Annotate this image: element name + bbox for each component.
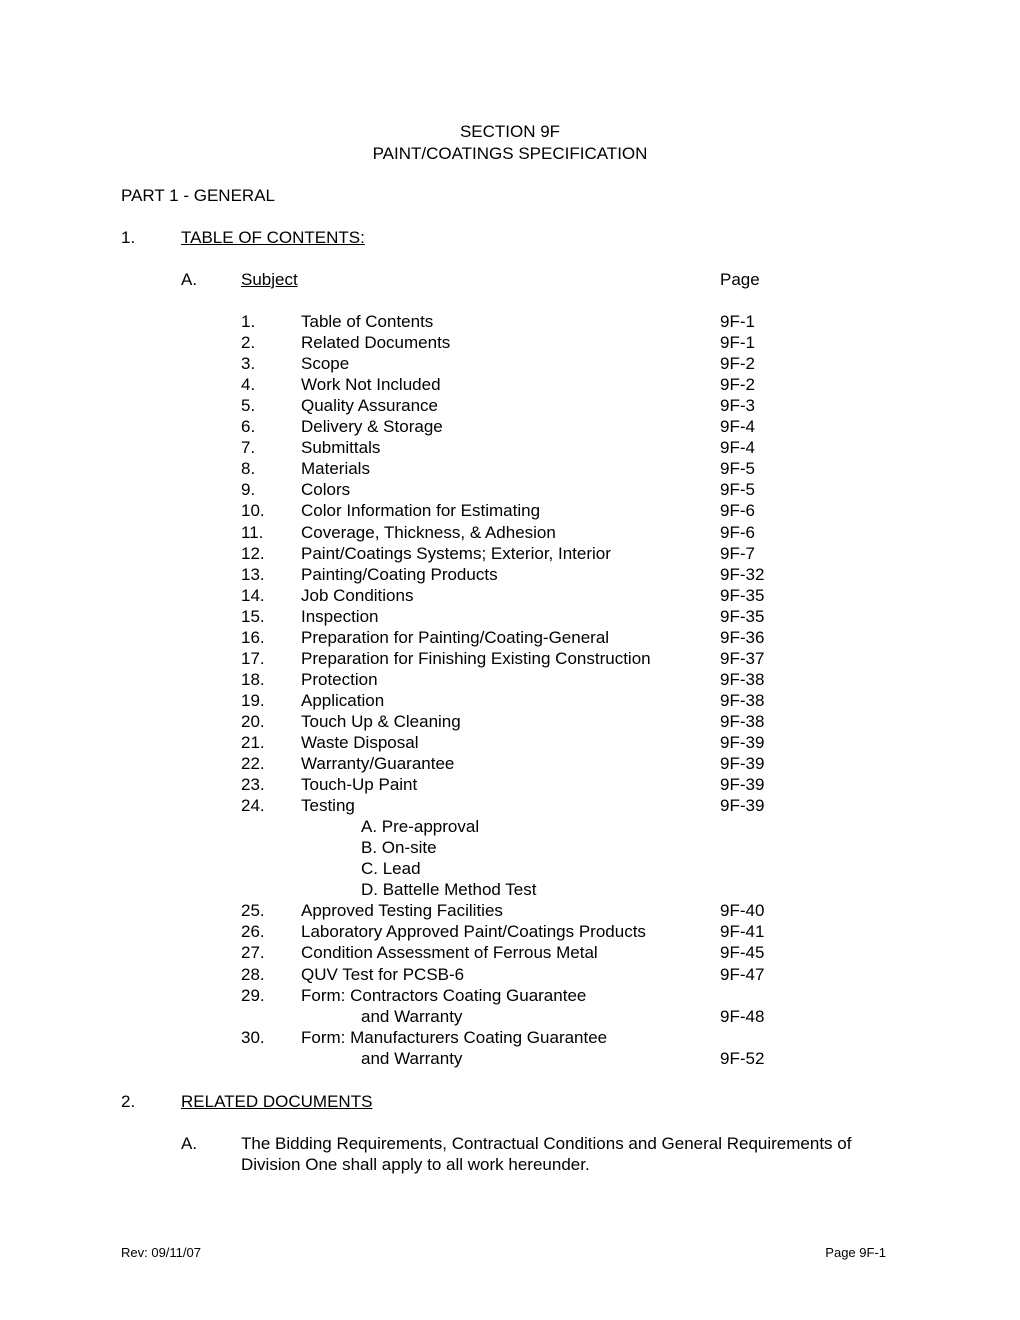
- toc-item-title: Touch-Up Paint: [301, 775, 418, 794]
- toc-item-title: Delivery & Storage: [301, 417, 443, 436]
- toc-subitem: A. Pre-approval: [361, 817, 480, 836]
- toc-item-title: Form: Contractors Coating Guarantee: [301, 986, 587, 1005]
- toc-item-page: 9F-1: [720, 333, 755, 352]
- toc-item-title: Form: Manufacturers Coating Guarantee: [301, 1028, 608, 1047]
- toc-item-page: 9F-5: [720, 459, 755, 478]
- toc-item-page: 9F-52: [720, 1049, 765, 1068]
- toc-item-page: 9F-41: [720, 922, 765, 941]
- toc-item-title: Materials: [301, 459, 370, 478]
- toc-item-number: 29.: [241, 986, 265, 1005]
- toc-item-page: 9F-45: [720, 943, 765, 962]
- toc-item-title: Testing: [301, 796, 355, 815]
- toc-item-number: 23.: [241, 775, 265, 794]
- toc-item-title: Warranty/Guarantee: [301, 754, 455, 773]
- toc-item-page: 9F-37: [720, 649, 765, 668]
- section-number: SECTION 9F: [459, 122, 561, 141]
- toc-item-number: 28.: [241, 965, 265, 984]
- toc-item-title: Work Not Included: [301, 375, 441, 394]
- toc-item-page: 9F-6: [720, 523, 755, 542]
- toc-item-number: 1.: [241, 312, 256, 331]
- footer-page-number: Page 9F-1: [825, 1245, 886, 1260]
- toc-item-title: Protection: [301, 670, 378, 689]
- toc-item-title: QUV Test for PCSB-6: [301, 965, 465, 984]
- toc-item-title: Preparation for Finishing Existing Construction: [301, 649, 651, 668]
- toc-item-number: 21.: [241, 733, 265, 752]
- toc-item-page: 9F-3: [720, 396, 755, 415]
- toc-subitem: D. Battelle Method Test: [361, 880, 537, 899]
- toc-item-page: 9F-38: [720, 691, 765, 710]
- toc-item-title: Condition Assessment of Ferrous Metal: [301, 943, 598, 962]
- toc-item-title-continued: and Warranty: [361, 1007, 463, 1026]
- document-title: PAINT/COATINGS SPECIFICATION: [372, 144, 648, 163]
- toc-item-title: Paint/Coatings Systems; Exterior, Interior: [301, 544, 611, 563]
- toc-item-page: 9F-2: [720, 375, 755, 394]
- toc-item-page: 9F-6: [720, 501, 755, 520]
- footer-revision: Rev: 09/11/07: [121, 1245, 201, 1260]
- toc-item-title: Table of Contents: [301, 312, 434, 331]
- toc-item-number: 9.: [241, 480, 256, 499]
- toc-page-header: Page: [720, 270, 760, 289]
- toc-subitem: B. On-site: [361, 838, 437, 857]
- toc-item-page: 9F-39: [720, 754, 765, 773]
- toc-item-title: Colors: [301, 480, 351, 499]
- related-documents-heading: RELATED DOCUMENTS: [181, 1092, 373, 1111]
- toc-item-number: 3.: [241, 354, 256, 373]
- toc-item-title: Painting/Coating Products: [301, 565, 498, 584]
- toc-item-number: 22.: [241, 754, 265, 773]
- toc-subitem: C. Lead: [361, 859, 421, 878]
- toc-item-page: 9F-48: [720, 1007, 765, 1026]
- toc-item-title: Job Conditions: [301, 586, 414, 605]
- toc-item-title: Coverage, Thickness, & Adhesion: [301, 523, 556, 542]
- toc-item-number: 6.: [241, 417, 256, 436]
- part-heading: PART 1 - GENERAL: [121, 186, 275, 205]
- toc-item-number: 14.: [241, 586, 265, 605]
- toc-item-number: 26.: [241, 922, 265, 941]
- toc-item-number: 11.: [241, 523, 264, 542]
- toc-heading-number: 1.: [121, 228, 136, 247]
- toc-item-page: 9F-2: [720, 354, 755, 373]
- toc-item-number: 5.: [241, 396, 256, 415]
- toc-item-title: Laboratory Approved Paint/Coatings Products: [301, 922, 646, 941]
- toc-item-page: 9F-39: [720, 796, 765, 815]
- toc-item-number: 13.: [241, 565, 265, 584]
- toc-item-title: Inspection: [301, 607, 379, 626]
- toc-item-page: 9F-7: [720, 544, 755, 563]
- toc-item-page: 9F-4: [720, 417, 755, 436]
- toc-item-title: Color Information for Estimating: [301, 501, 541, 520]
- toc-item-title: Approved Testing Facilities: [301, 901, 503, 920]
- toc-item-title: Touch Up & Cleaning: [301, 712, 461, 731]
- toc-item-page: 9F-5: [720, 480, 755, 499]
- toc-item-title: Submittals: [301, 438, 381, 457]
- toc-item-number: 20.: [241, 712, 265, 731]
- toc-item-number: 4.: [241, 375, 256, 394]
- toc-item-number: 27.: [241, 943, 265, 962]
- toc-item-number: 18.: [241, 670, 265, 689]
- toc-item-number: 2.: [241, 333, 256, 352]
- toc-item-number: 12.: [241, 544, 265, 563]
- toc-item-page: 9F-1: [720, 312, 755, 331]
- toc-subject-header: Subject: [241, 270, 298, 289]
- toc-item-title: Related Documents: [301, 333, 451, 352]
- toc-item-number: 8.: [241, 459, 256, 478]
- toc-item-title: Quality Assurance: [301, 396, 439, 415]
- toc-item-number: 16.: [241, 628, 265, 647]
- toc-item-page: 9F-38: [720, 670, 765, 689]
- toc-item-page: 9F-47: [720, 965, 765, 984]
- toc-item-number: 10.: [241, 501, 265, 520]
- toc-item-title: Waste Disposal: [301, 733, 419, 752]
- related-item-letter: A.: [181, 1134, 198, 1153]
- toc-item-number: 15.: [241, 607, 265, 626]
- related-documents-number: 2.: [121, 1092, 136, 1111]
- toc-item-page: 9F-36: [720, 628, 765, 647]
- toc-item-page: 9F-39: [720, 733, 765, 752]
- toc-item-page: 9F-4: [720, 438, 755, 457]
- toc-item-number: 19.: [241, 691, 265, 710]
- toc-letter: A.: [181, 270, 198, 289]
- toc-item-title: Preparation for Painting/Coating-General: [301, 628, 610, 647]
- toc-item-title: Application: [301, 691, 385, 710]
- toc-item-number: 24.: [241, 796, 265, 815]
- toc-item-page: 9F-39: [720, 775, 765, 794]
- toc-heading: TABLE OF CONTENTS:: [181, 228, 365, 247]
- toc-item-number: 7.: [241, 438, 256, 457]
- toc-item-page: 9F-32: [720, 565, 765, 584]
- toc-item-page: 9F-38: [720, 712, 765, 731]
- toc-item-title-continued: and Warranty: [361, 1049, 463, 1068]
- related-item-text: The Bidding Requirements, Contractual Conditions and General Requirements of Division One shall apply to all work hereunder.: [241, 1134, 852, 1174]
- toc-item-title: Scope: [301, 354, 350, 373]
- toc-item-page: 9F-35: [720, 586, 765, 605]
- toc-item-number: 17.: [241, 649, 265, 668]
- toc-item-page: 9F-35: [720, 607, 765, 626]
- toc-item-number: 30.: [241, 1028, 265, 1047]
- toc-item-number: 25.: [241, 901, 265, 920]
- toc-item-page: 9F-40: [720, 901, 765, 920]
